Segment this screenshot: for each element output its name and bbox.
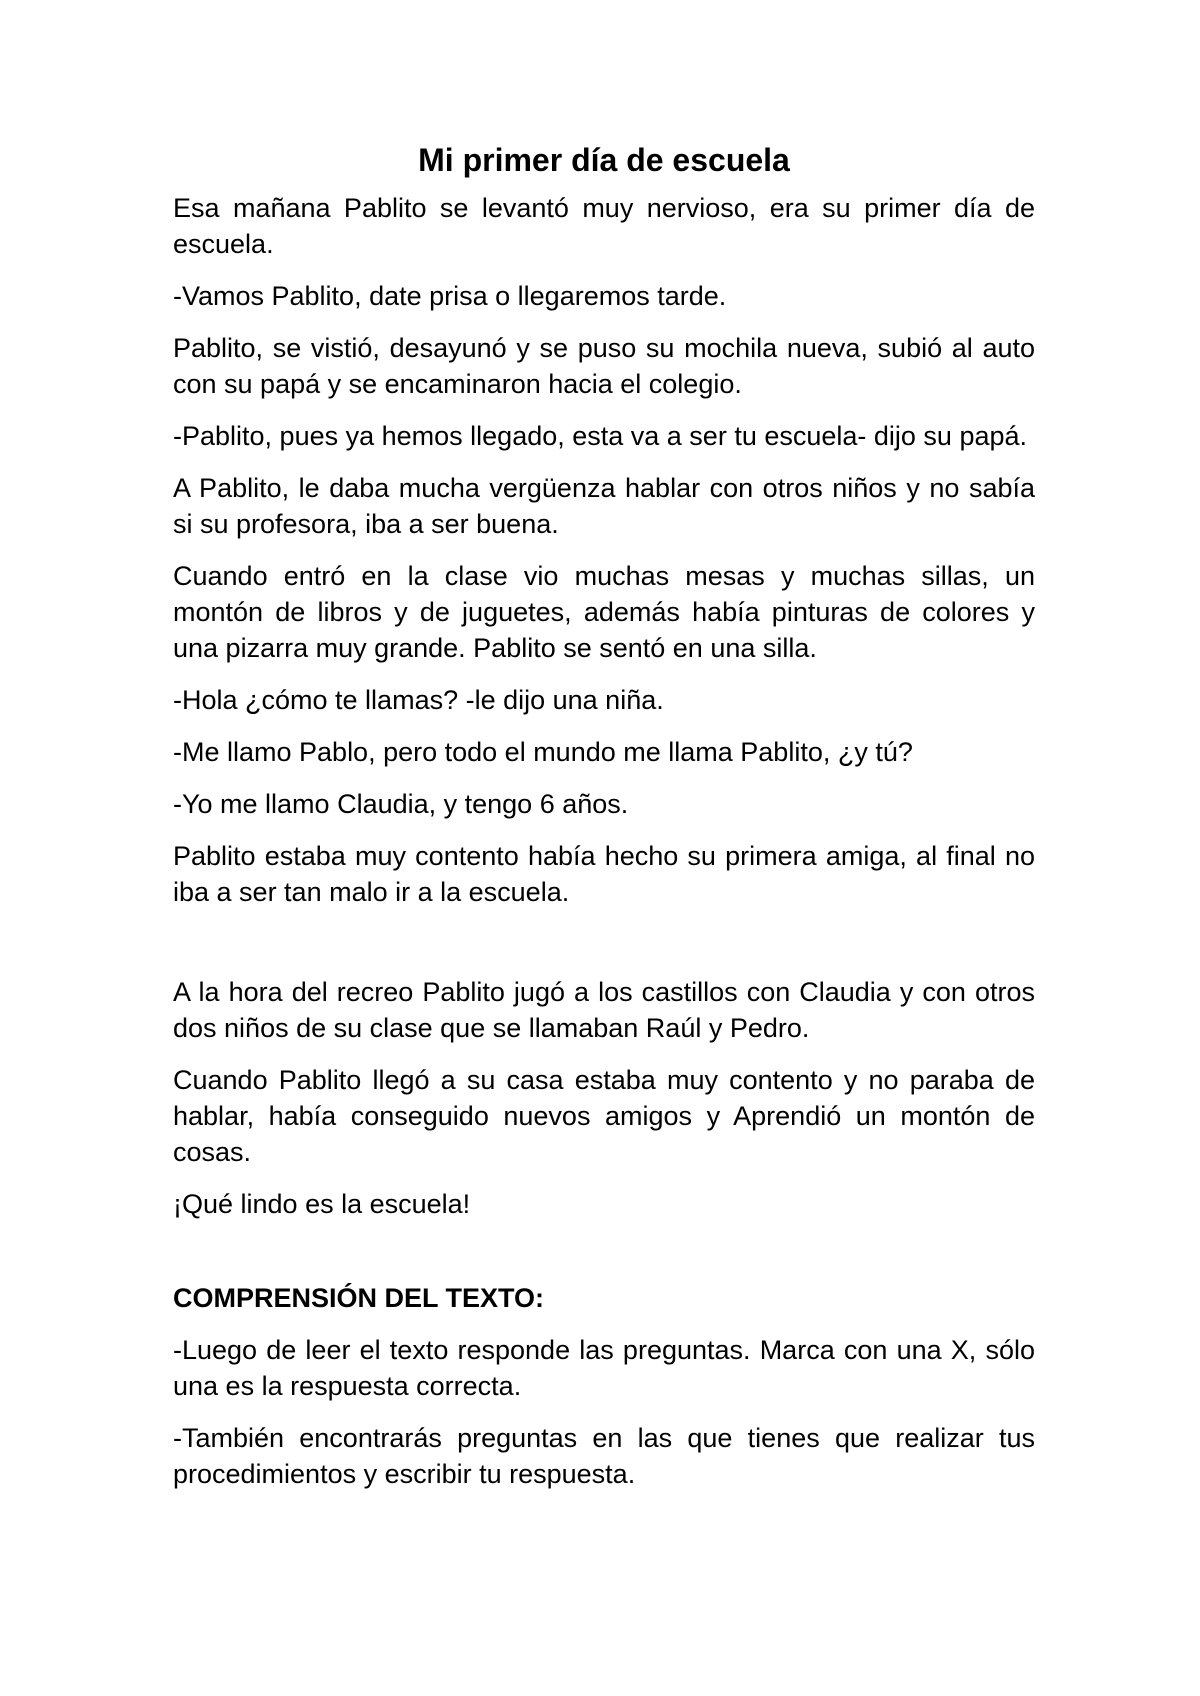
- dialogue-line: -Yo me llamo Claudia, y tengo 6 años.: [173, 789, 629, 819]
- section-spacer: [173, 926, 1035, 974]
- dialogue-line: -Vamos Pablito, date prisa o llegaremos tarde.: [173, 281, 727, 311]
- dialogue-line: -Hola ¿cómo te llamas? -le dijo una niña.: [173, 685, 664, 715]
- closing-line: ¡Qué lindo es la escuela!: [173, 1189, 471, 1219]
- paragraph: Pablito estaba muy contento había hecho su primera amiga, al final no iba a ser tan malo ir a la escuela.: [173, 841, 1035, 907]
- dialogue-line: -Me llamo Pablo, pero todo el mundo me llama Pablito, ¿y tú?: [173, 737, 913, 767]
- paragraph: Pablito, se vistió, desayunó y se puso su mochila nueva, subió al auto con su papá y se encaminaron hacia el colegio.: [173, 333, 1035, 399]
- dialogue-line: -Pablito, pues ya hemos llegado, esta va a ser tu escuela- dijo su papá.: [173, 421, 1028, 451]
- comprehension-heading: COMPRENSIÓN DEL TEXTO:: [173, 1283, 545, 1313]
- paragraph: A la hora del recreo Pablito jugó a los castillos con Claudia y con otros dos niños de su clase que se llamaban Raúl y Pedro.: [173, 977, 1035, 1043]
- document-title: Mi primer día de escuela: [418, 142, 790, 178]
- instruction-line: -También encontrarás preguntas en las que tienes que realizar tus procedimientos y escribir tu respuesta.: [173, 1423, 1035, 1489]
- document-page: [173, 140, 1035, 1508]
- paragraph: A Pablito, le daba mucha vergüenza hablar con otros niños y no sabía si su profesora, iba a ser buena.: [173, 473, 1035, 539]
- paragraph: Cuando Pablito llegó a su casa estaba muy contento y no paraba de hablar, había conseguido nuevos amigos y Aprendió un montón de cosas.: [173, 1065, 1035, 1167]
- instruction-line: -Luego de leer el texto responde las preguntas. Marca con una X, sólo una es la respuesta correcta.: [173, 1335, 1035, 1401]
- paragraph: Cuando entró en la clase vio muchas mesas y muchas sillas, un montón de libros y de juguetes, además había pinturas de colores y una pizarra muy grande. Pablito se sentó en una silla.: [173, 561, 1035, 663]
- section-spacer: [173, 1238, 1035, 1280]
- paragraph: Esa mañana Pablito se levantó muy nervioso, era su primer día de escuela.: [173, 193, 1035, 259]
